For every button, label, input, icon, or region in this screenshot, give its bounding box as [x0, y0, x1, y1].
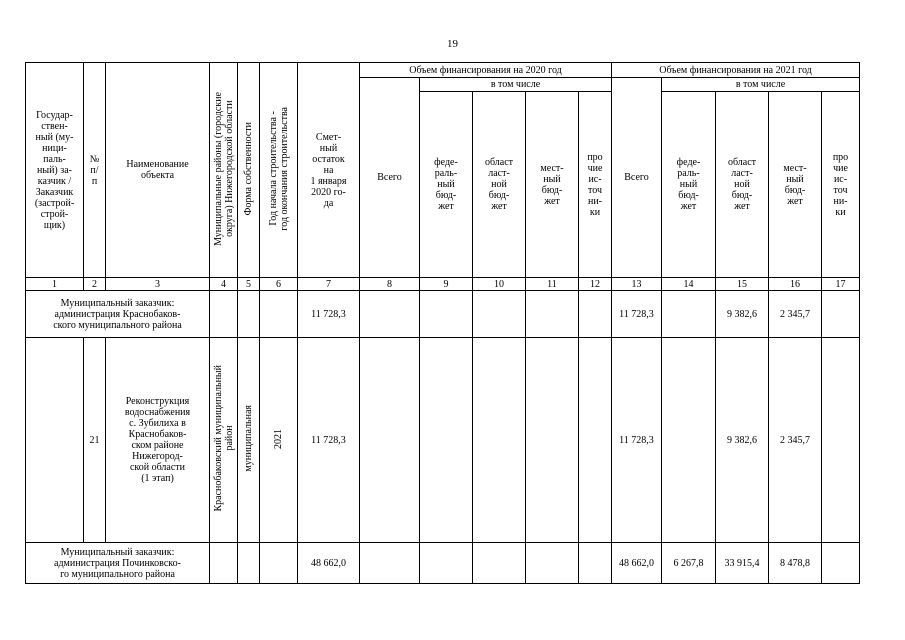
total-2021-value: 11 728,3 [612, 338, 662, 543]
table-row-customer-pochinkovsky [26, 543, 860, 584]
regional-2021-value: 9 382,6 [716, 338, 769, 543]
header-years-cell [260, 63, 298, 278]
header-fin-2021: Объем финансирования на 2021 год [612, 63, 860, 78]
balance-value: 11 728,3 [298, 338, 360, 543]
total-2021-value: 11 728,3 [612, 291, 662, 338]
object-ownership-cell [238, 338, 260, 543]
regional-2021-value: 33 915,4 [716, 543, 769, 584]
header-regional-2020: област ласт- ной бюд- жет [473, 92, 526, 278]
object-years: 2021 [273, 428, 284, 449]
header-fin-2020: Объем финансирования на 2020 год [360, 63, 612, 78]
header-other-2021: про чие ис- точ ни- ки [822, 92, 860, 278]
header-balance: Смет- ный остаток на 1 января 2020 го- да [298, 63, 360, 278]
header-local-2020: мест- ный бюд- жет [526, 92, 579, 278]
object-ownership: муниципальная [243, 405, 254, 472]
regional-2021-value: 9 382,6 [716, 291, 769, 338]
customer-name: Муниципальный заказчик: администрация Краснобаков- ского муниципального района [26, 291, 210, 338]
header-num: № п/ п [84, 63, 106, 278]
column-number: 7 [298, 278, 360, 291]
header-years: Год начала строительства - год окончания строительства [267, 106, 290, 231]
header-districts: Муниципальные районы (городские округа) Нижегородской области [212, 91, 235, 246]
object-district: Краснобаковский муниципальный район [212, 365, 235, 512]
column-number: 12 [579, 278, 612, 291]
customer-name: Муниципальный заказчик: администрация Починковско- го муниципального района [26, 543, 210, 584]
column-number: 5 [238, 278, 260, 291]
header-other-2020: про чие ис- точ ни- ки [579, 92, 612, 278]
column-number: 17 [822, 278, 860, 291]
column-number: 9 [420, 278, 473, 291]
local-2021-value: 8 478,8 [769, 543, 822, 584]
balance-value: 48 662,0 [298, 543, 360, 584]
column-number: 11 [526, 278, 579, 291]
page-number: 19 [447, 38, 458, 50]
local-2021-value: 2 345,7 [769, 338, 822, 543]
column-number: 3 [106, 278, 210, 291]
header-federal-2020: феде- раль- ный бюд- жет [420, 92, 473, 278]
column-number: 16 [769, 278, 822, 291]
local-2021-value: 2 345,7 [769, 291, 822, 338]
header-including-2020: в том числе [420, 78, 612, 92]
column-number: 1 [26, 278, 84, 291]
column-number: 13 [612, 278, 662, 291]
balance-value: 11 728,3 [298, 291, 360, 338]
object-name: Реконструкция водоснабжения с. Зубилиха в Краснобаков- ском районе Нижегород- ской области (1 этап) [106, 338, 210, 543]
header-customer: Государ- ствен- ный (му- ници- паль- ный) за- казчик / Заказчик (застрой- строй- щик) [26, 63, 84, 278]
header-object-name: Наименование объекта [106, 63, 210, 278]
column-number: 2 [84, 278, 106, 291]
federal-2021-value: 6 267,8 [662, 543, 716, 584]
header-ownership-cell [238, 63, 260, 278]
total-2021-value: 48 662,0 [612, 543, 662, 584]
header-districts-cell [210, 63, 238, 278]
column-number: 6 [260, 278, 298, 291]
header-federal-2021: феде- раль- ный бюд- жет [662, 92, 716, 278]
header-ownership: Форма собственности [243, 121, 254, 216]
object-number: 21 [84, 338, 106, 543]
column-number: 10 [473, 278, 526, 291]
header-row-1 [26, 63, 860, 78]
column-numbers-row [26, 278, 860, 291]
object-years-cell [260, 338, 298, 543]
column-number: 4 [210, 278, 238, 291]
financing-table [25, 62, 860, 584]
header-total-2021: Всего [612, 78, 662, 278]
table-row-customer-krasnobakovsky [26, 291, 860, 338]
table-row-object-21 [26, 338, 860, 543]
column-number: 14 [662, 278, 716, 291]
header-local-2021: мест- ный бюд- жет [769, 92, 822, 278]
column-number: 8 [360, 278, 420, 291]
column-number: 15 [716, 278, 769, 291]
header-including-2021: в том числе [662, 78, 860, 92]
header-regional-2021: област ласт- ной бюд- жет [716, 92, 769, 278]
header-total-2020: Всего [360, 78, 420, 278]
object-district-cell [210, 338, 238, 543]
